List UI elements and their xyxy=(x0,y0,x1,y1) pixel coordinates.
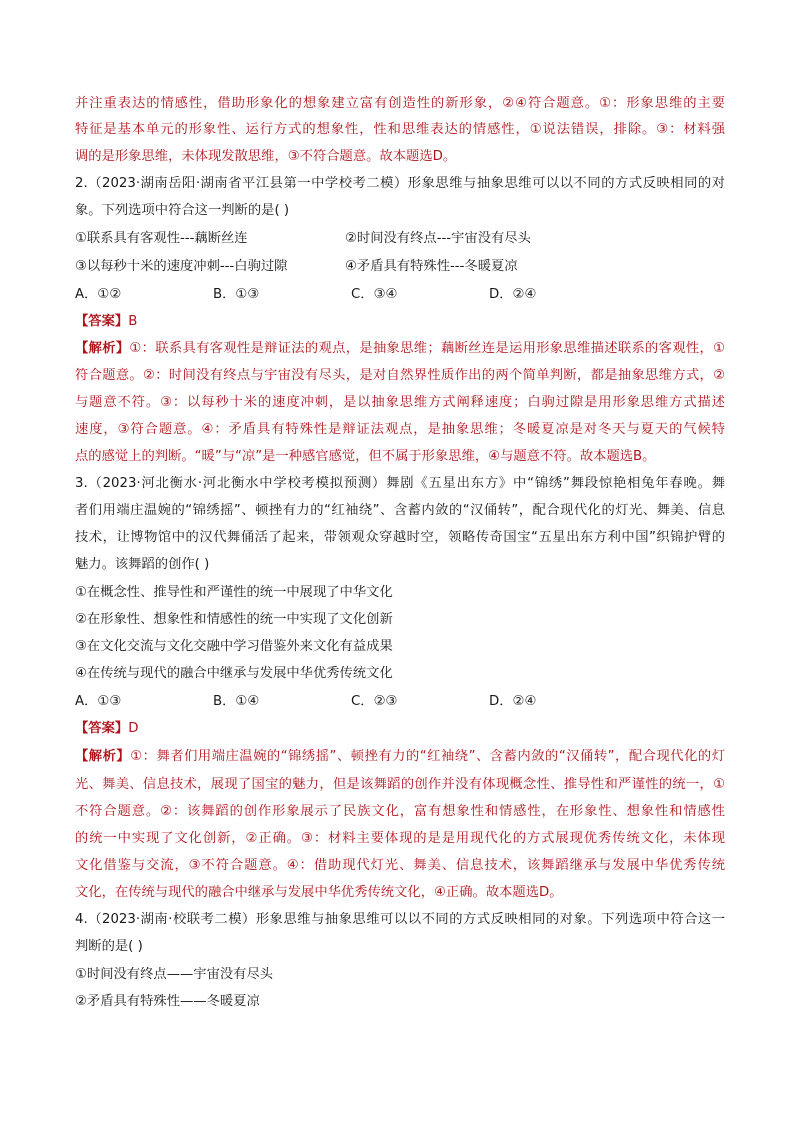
q3-stem-line: 技术，让博物馆中的汉代舞俑活了起来，带领观众穿越时空，领略传奇国宝“五星出东方利中国”织锦护臂的 xyxy=(75,530,725,545)
q4-stem-line: 4.（2023·湖南·校联考二模）形象思维与抽象思维可以以不同的方式反映相同的对象。下列选项中符合这一 xyxy=(75,912,725,927)
answer-value: B xyxy=(128,314,138,329)
q2-analysis-line: 与题意不符。③：以每秒十米的速度冲刺，是以抽象思维方式阐释速度；白驹过隙是用形象思维方式描述 xyxy=(75,395,725,410)
q2-option-c: C．③④ xyxy=(351,287,398,302)
q3-analysis-line: 文化借鉴与交流，③不符合题意。④：借助现代灯光、舞美、信息技术，该舞蹈继承与发展中华优秀传统 xyxy=(75,858,725,873)
q3-item: ①在概念性、推导性和严谨性的统一中展现了中华文化 xyxy=(75,585,393,600)
q3-item: ②在形象性、想象性和情感性的统一中实现了文化创新 xyxy=(75,612,393,627)
q2-option-a: A．①② xyxy=(75,287,122,302)
analysis-tag: 【解析】 xyxy=(75,749,131,764)
intro-line: 调的是形象思维，未体现发散思维，③不符合题意。故本题选D。 xyxy=(75,149,457,164)
q3-option-c: C．②③ xyxy=(351,694,398,709)
q2-option-b: B．①③ xyxy=(213,287,260,302)
q2-options xyxy=(75,286,725,304)
answer-value: D xyxy=(128,721,139,736)
q3-analysis-line: 不符合题意。②：该舞蹈的创作形象展示了民族文化，富有想象性和情感性，在形象性、想象性和情感性 xyxy=(75,804,725,819)
q3-option-a: A．①③ xyxy=(75,694,122,709)
q4-stem-line: 判断的是( ) xyxy=(75,939,143,954)
q3-analysis-line: 光、舞美、信息技术，展现了国宝的魅力，但是该舞蹈的创作并没有体现概念性、推导性和严谨性的统一，① xyxy=(75,777,725,792)
analysis-text: ①：舞者们用端庄温婉的“锦绣摇”、顿挫有力的“红袖绕”、含蓄内敛的“汉俑转”，配合现代化的灯 xyxy=(130,749,725,764)
q4-item: ①时间没有终点——宇宙没有尽头 xyxy=(75,967,274,982)
q2-analysis-line xyxy=(75,340,725,358)
q3-item: ④在传统与现代的融合中继承与发展中华优秀传统文化 xyxy=(75,666,393,681)
q2-option-d: D．②④ xyxy=(489,287,537,302)
intro-line: 特征是基本单元的形象性、运行方式的想象性，性和思维表达的情感性，①说法错误，排除。③：材料强 xyxy=(75,122,725,137)
q2-item: ③以每秒十米的速度冲刺---白驹过隙 xyxy=(75,259,288,274)
q2-items-row xyxy=(75,258,725,276)
answer-tag: 【答案】 xyxy=(75,314,129,329)
q3-stem-line: 魅力。该舞蹈的创作( ) xyxy=(75,557,210,572)
q3-stem-line: 者们用端庄温婉的“锦绣摇”、顿挫有力的“红袖绕”、含蓄内敛的“汉俑转”，配合现代化的灯光、舞美、信息 xyxy=(75,503,725,518)
q2-analysis-line: 符合题意。②：时间没有终点与宇宙没有尽头，是对自然界性质作出的两个简单判断，都是抽象思维方式，② xyxy=(75,368,725,383)
q3-analysis-line: 的统一中实现了文化创新，②正确。③：材料主要体现的是是用现代化的方式展现优秀传统文化，未体现 xyxy=(75,831,725,846)
q3-analysis-line xyxy=(75,748,725,766)
q2-items-row xyxy=(75,230,725,248)
intro-line: 并注重表达的情感性，借助形象化的想象建立富有创造性的新形象，②④符合题意。①：形象思维的主要 xyxy=(75,96,725,111)
q2-item: ①联系具有客观性---藕断丝连 xyxy=(75,231,248,246)
q2-item: ②时间没有终点---宇宙没有尽头 xyxy=(345,231,531,246)
q2-answer xyxy=(75,313,725,331)
q3-answer xyxy=(75,720,725,738)
analysis-tag: 【解析】 xyxy=(75,341,130,356)
q3-stem-line: 3.（2023·河北衡水·河北衡水中学校考模拟预测）舞剧《五星出东方》中“锦绣”舞段惊艳相兔年春晚。舞 xyxy=(75,476,725,491)
q3-item: ③在文化交流与文化交融中学习借鉴外来文化有益成果 xyxy=(75,639,393,654)
q3-option-d: D．②④ xyxy=(489,694,537,709)
q2-item: ④矛盾具有特殊性---冬暖夏凉 xyxy=(345,259,518,274)
q2-analysis-line: 点的感觉上的判断。“暖”与“凉”是一种感官感觉，但不属于形象思维，④与题意不符。故本题选B。 xyxy=(75,449,656,464)
answer-tag: 【答案】 xyxy=(75,721,129,736)
analysis-text: ①：联系具有客观性是辩证法的观点，是抽象思维；藕断丝连是运用形象思维描述联系的客观性，① xyxy=(129,341,725,356)
q3-analysis-line: 文化，在传统与现代的融合中继承与发展中华优秀传统文化，④正确。故本题选D。 xyxy=(75,885,563,900)
q2-stem-line: 象。下列选项中符合这一判断的是( ) xyxy=(75,203,290,218)
q2-analysis-line: 速度，③符合题意。④：矛盾具有特殊性是辩证法观点，是抽象思维；冬暖夏凉是对冬天与夏天的气候特 xyxy=(75,422,725,437)
q2-stem-line: 2.（2023·湖南岳阳·湖南省平江县第一中学校考二模）形象思维与抽象思维可以以不同的方式反映相同的对 xyxy=(75,176,725,191)
q3-options xyxy=(75,693,725,711)
q4-item: ②矛盾具有特殊性——冬暖夏凉 xyxy=(75,994,260,1009)
q3-option-b: B．①④ xyxy=(213,694,260,709)
